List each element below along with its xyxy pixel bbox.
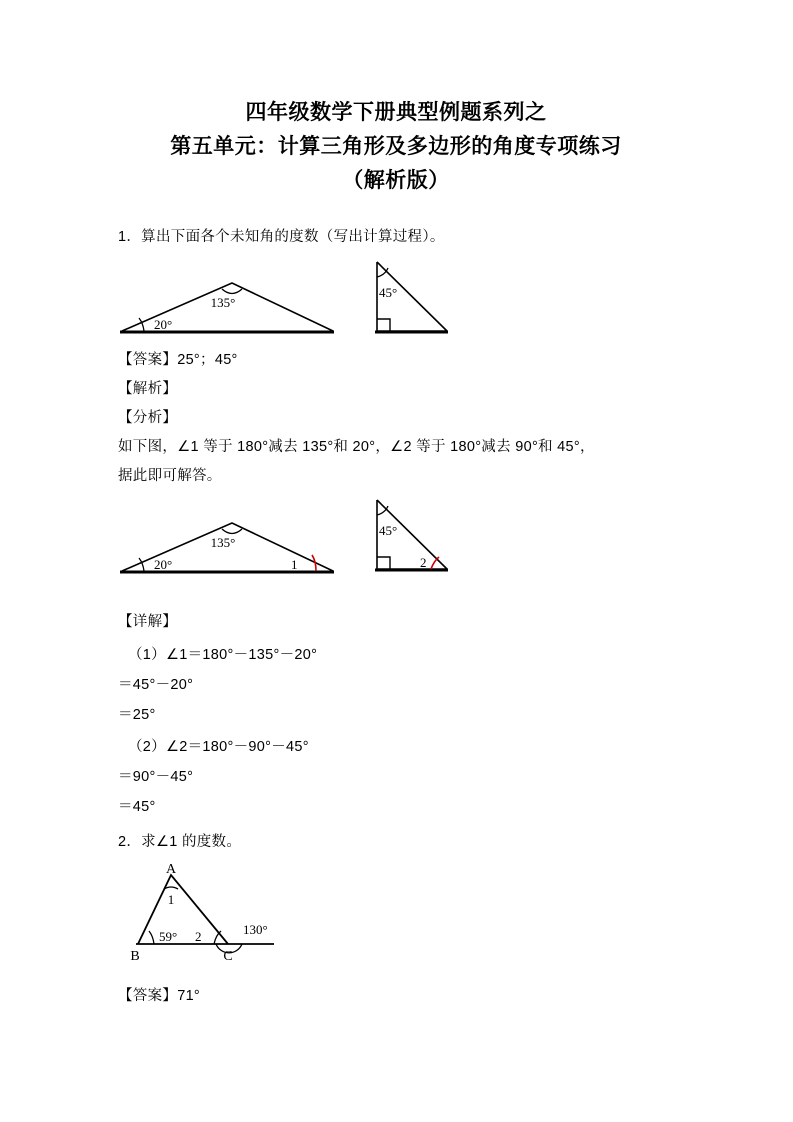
figure-triangle-abc: [118, 862, 298, 970]
angle-label-1: 1: [167, 892, 175, 907]
title-line-3: （解析版）: [342, 169, 450, 192]
figure-obtuse-triangle-marked: [110, 495, 350, 580]
question-2-prompt: 2．求∠1 的度数。: [118, 834, 242, 850]
question-1-detail-tag: 【详解】: [118, 614, 178, 630]
angle-label-59: 59°: [159, 929, 178, 944]
angle-label-2: 2: [195, 929, 202, 944]
top-angle-label-45: 45°: [379, 285, 398, 300]
question-1-analysis-tag: 【解析】: [118, 381, 178, 397]
detail-line-2: ＝45°－20°: [118, 677, 194, 693]
detail-line-6: ＝45°: [118, 799, 156, 815]
question-2-answer: 【答案】71°: [118, 988, 201, 1004]
apex-angle-label-135: 135°: [210, 535, 236, 550]
detail-line-4: （2）∠2＝180°－90°－45°: [128, 739, 309, 755]
detail-line-3: ＝25°: [118, 707, 156, 723]
figure-right-triangle-1: [368, 255, 468, 340]
detail-line-1: （1）∠1＝180°－135°－20°: [128, 647, 318, 663]
unknown-angle-mark-red: [312, 555, 316, 571]
unknown-angle-label-1: 1: [291, 557, 298, 572]
title-line-2: 第五单元：计算三角形及多边形的角度专项练习: [170, 135, 622, 158]
base-angle-label-20: 20°: [154, 317, 173, 332]
base-angle-label-20: 20°: [154, 557, 173, 572]
top-angle-label-45: 45°: [379, 523, 398, 538]
vertex-label-a: A: [165, 862, 177, 877]
apex-angle-label-135: 135°: [210, 295, 236, 310]
unknown-angle-label-2: 2: [420, 555, 427, 570]
question-1-prompt: 1．算出下面各个未知角的度数（写出计算过程）。: [118, 229, 445, 245]
vertex-label-b: B: [130, 949, 140, 964]
figure-right-triangle-marked: [368, 493, 468, 580]
title-line-1: 四年级数学下册典型例题系列之: [245, 101, 547, 124]
angle-label-130: 130°: [243, 922, 268, 937]
unknown-angle-mark-red: [431, 557, 439, 569]
question-1-breakdown-tag: 【分析】: [118, 410, 178, 426]
question-1-analysis-line-2: 据此即可解答。: [118, 468, 222, 484]
question-1-answer: 【答案】25°；45°: [118, 352, 238, 368]
detail-line-5: ＝90°－45°: [118, 769, 194, 785]
figure-obtuse-triangle-1: [110, 255, 350, 340]
question-1-analysis-line-1: 如下图，∠1 等于 180°减去 135°和 20°，∠2 等于 180°减去 90°和 45°，: [118, 439, 595, 455]
vertex-label-c: C: [223, 949, 233, 964]
page-title: [96, 96, 696, 198]
